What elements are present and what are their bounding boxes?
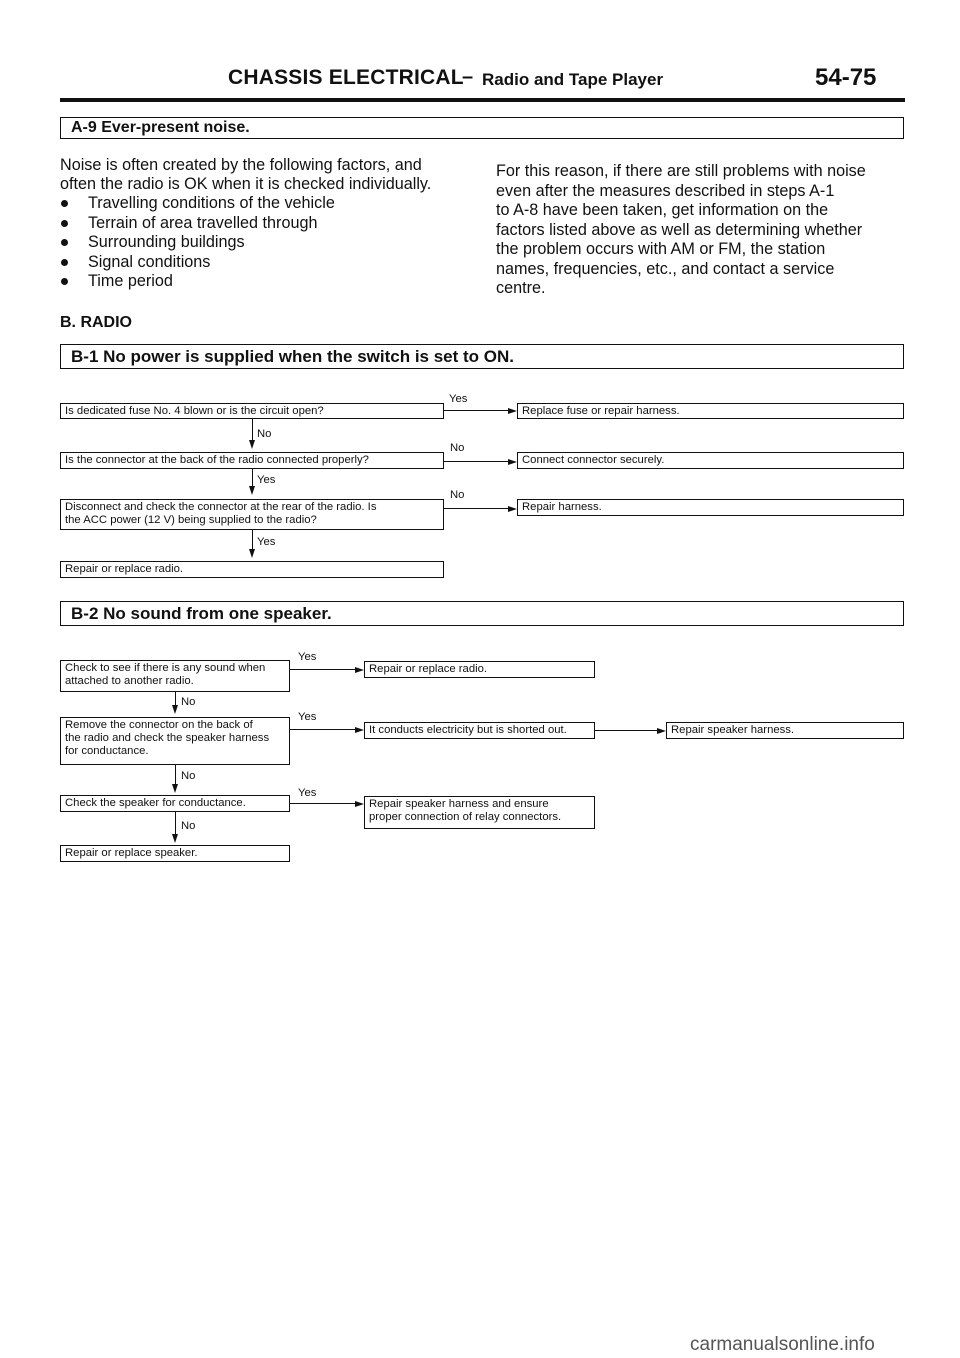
b2-q2-line: for conductance. [65, 745, 149, 757]
b1-question-3 [60, 499, 444, 530]
header-rule [60, 98, 905, 102]
a9-advice-line: the problem occurs with AM or FM, the station [496, 240, 826, 258]
b1-q3-line: the ACC power (12 V) being supplied to the radio? [65, 514, 317, 526]
bullet-icon [61, 200, 68, 207]
arrow-down-icon [172, 834, 178, 843]
header-title: CHASSIS ELECTRICAL [228, 66, 464, 89]
section-b-heading: B. RADIO [60, 314, 132, 331]
b1-q1-yes-label: Yes [449, 393, 468, 405]
bullet-icon [61, 239, 68, 246]
b1-result-2: Connect connector securely. [517, 452, 904, 469]
b1-question-2: Is the connector at the back of the radio connected properly? [60, 452, 444, 469]
header-dash: – [462, 66, 474, 88]
b1-end-action: Repair or replace radio. [60, 561, 444, 578]
b2-end-action: Repair or replace speaker. [60, 845, 290, 862]
a9-intro-line: Noise is often created by the following factors, and [60, 156, 422, 174]
b1-q3-yes-label: Yes [257, 536, 276, 548]
section-a9-bar [60, 117, 904, 139]
b2-q2-line: Remove the connector on the back of [65, 719, 253, 731]
section-a9-title: A-9 Ever-present noise. [71, 119, 250, 136]
arrow-right-icon [508, 506, 517, 512]
bullet-icon [61, 278, 68, 285]
arrow-down-icon [172, 705, 178, 714]
a9-advice-line: centre. [496, 279, 546, 297]
a9-factor-list [60, 194, 431, 292]
b2-result-2: It conducts electricity but is shorted out. [364, 722, 595, 739]
b2-result-2b: Repair speaker harness. [666, 722, 904, 739]
list-item: Signal conditions [60, 253, 431, 273]
b1-q3-line: Disconnect and check the connector at the rear of the radio. Is [65, 501, 377, 513]
a9-right-column [496, 162, 866, 299]
b2-q3-yes-line [290, 803, 355, 804]
list-item: Time period [60, 272, 431, 292]
b2-q3-no-line [175, 812, 176, 835]
b2-q3-yes-label: Yes [298, 787, 317, 799]
page-number: 54-75 [815, 64, 877, 91]
b2-q1-yes-label: Yes [298, 651, 317, 663]
list-item: Surrounding buildings [60, 233, 431, 253]
b2-question-1 [60, 660, 290, 692]
a9-advice-line: names, frequencies, etc., and contact a service [496, 259, 835, 278]
b1-result-1: Replace fuse or repair harness. [517, 403, 904, 419]
b2-q2-no-label: No [181, 770, 196, 782]
b2-r3-line: Repair speaker harness and ensure [369, 798, 549, 810]
b1-question-1: Is dedicated fuse No. 4 blown or is the circuit open? [60, 403, 444, 419]
a9-intro-line: often the radio is OK when it is checked individually. [60, 175, 432, 193]
b2-q2-no-line [175, 765, 176, 785]
arrow-down-icon [249, 440, 255, 449]
arrow-down-icon [249, 486, 255, 495]
arrow-right-icon [355, 727, 364, 733]
arrow-down-icon [172, 784, 178, 793]
b1-q1-yes-line [444, 410, 508, 411]
b2-q2-line: the radio and check the speaker harness [65, 732, 270, 744]
b1-q3-no-label: No [450, 489, 465, 501]
a9-advice-line: factors listed above as well as determining whether [496, 220, 863, 239]
section-b2-title: B-2 No sound from one speaker. [71, 604, 332, 623]
section-b1-title: B-1 No power is supplied when the switch is set to ON. [71, 347, 515, 366]
a9-advice-line: to A-8 have been taken, get information on the [496, 201, 829, 219]
b2-q1-no-label: No [181, 696, 196, 708]
b2-q3-no-label: No [181, 820, 196, 832]
arrow-right-icon [508, 459, 517, 465]
b1-q2-no-label: No [450, 442, 465, 454]
arrow-right-icon [657, 728, 666, 734]
b2-q1-line: Check to see if there is any sound when [65, 662, 266, 674]
b2-question-3: Check the speaker for conductance. [60, 795, 290, 812]
header-subtitle: Radio and Tape Player [482, 70, 664, 89]
bullet-icon [61, 220, 68, 227]
a9-advice-line: For this reason, if there are still problems with noise [496, 162, 866, 180]
b2-r2-line [595, 730, 657, 731]
b1-q3-no-line [444, 508, 508, 509]
arrow-right-icon [355, 667, 364, 673]
b2-q2-yes-label: Yes [298, 711, 317, 723]
section-b2-bar [60, 601, 904, 626]
arrow-right-icon [355, 801, 364, 807]
b2-result-1: Repair or replace radio. [364, 661, 595, 678]
b2-q1-no-line [175, 692, 176, 706]
arrow-down-icon [249, 549, 255, 558]
b2-q1-line: attached to another radio. [65, 675, 194, 687]
b2-r3-line: proper connection of relay connectors. [369, 811, 562, 823]
bullet-icon [61, 259, 68, 266]
list-item: Travelling conditions of the vehicle [60, 194, 431, 214]
b2-result-3 [364, 796, 595, 829]
b2-q1-yes-line [290, 669, 355, 670]
b1-q1-no-line [252, 419, 253, 441]
section-b1-bar [60, 344, 904, 369]
b1-result-3: Repair harness. [517, 499, 904, 516]
b1-q2-yes-label: Yes [257, 474, 276, 486]
b1-q1-no-label: No [257, 428, 272, 440]
a9-advice-line: even after the measures described in steps A-1 [496, 181, 835, 200]
list-item: Terrain of area travelled through [60, 214, 431, 234]
b1-q3-yes-line [252, 530, 253, 550]
b1-q2-yes-line [252, 469, 253, 487]
arrow-right-icon [508, 408, 517, 414]
watermark: carmanualsonline.info [690, 1334, 875, 1355]
b1-q2-no-line [444, 461, 508, 462]
a9-left-column [60, 156, 431, 292]
b2-question-2 [60, 717, 290, 765]
b2-q2-yes-line [290, 729, 355, 730]
